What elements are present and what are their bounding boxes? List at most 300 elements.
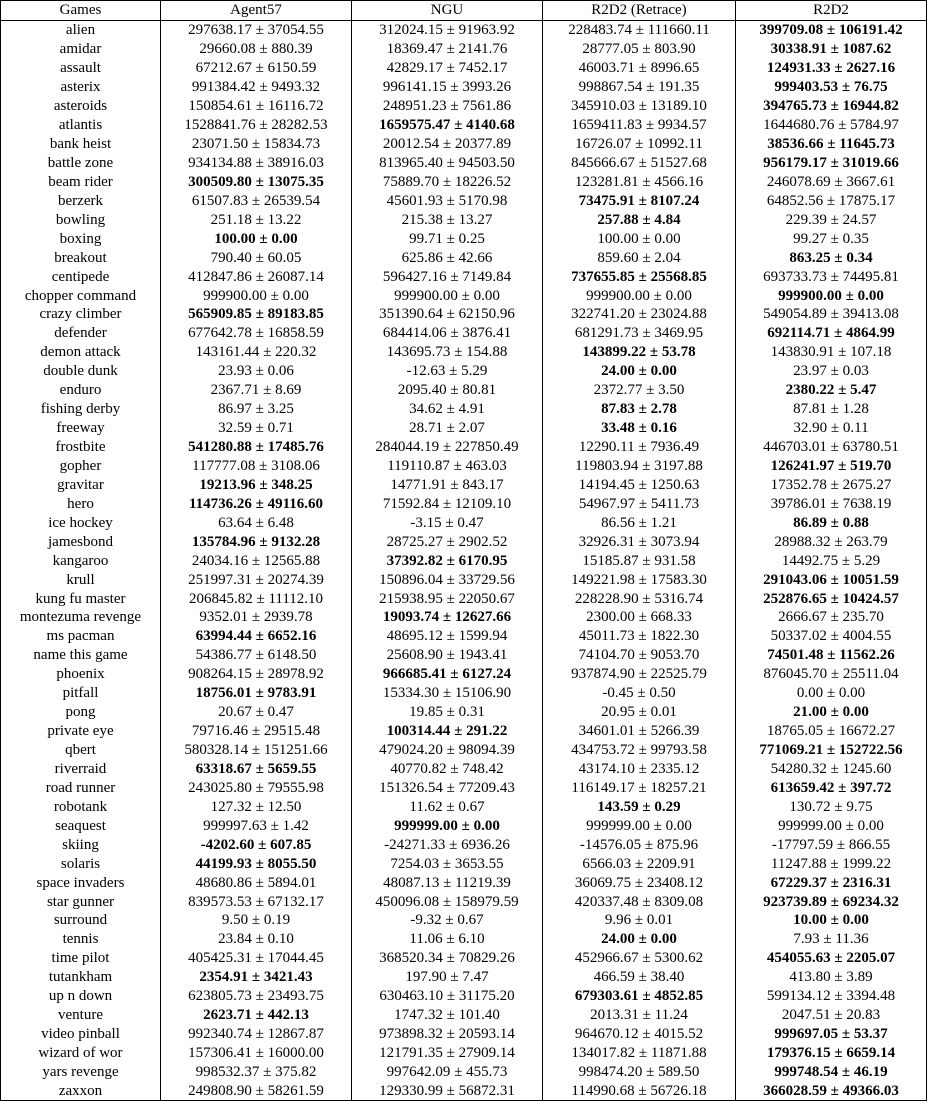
header-ngu: NGU [352,1,543,21]
score-cell-r2d2: 876045.70 ± 25511.04 [736,665,927,684]
score-cell-r2d2-retrace: 12290.11 ± 7936.49 [543,438,736,457]
score-cell-r2d2: 999999.00 ± 0.00 [736,816,927,835]
score-cell-r2d2: 2047.51 ± 20.83 [736,1006,927,1025]
score-cell-agent57: 677642.78 ± 16858.59 [161,324,352,343]
table-row [1,627,927,646]
score-cell-ngu: 119110.87 ± 463.03 [352,457,543,476]
table-row [1,570,927,589]
score-cell-agent57: 86.97 ± 3.25 [161,400,352,419]
score-cell-agent57: 114736.26 ± 49116.60 [161,494,352,513]
score-cell-r2d2-retrace: 32926.31 ± 3073.94 [543,532,736,551]
score-cell-r2d2-retrace: 2372.77 ± 3.50 [543,381,736,400]
score-cell-r2d2-retrace: 9.96 ± 0.01 [543,911,736,930]
table-row [1,475,927,494]
score-cell-agent57: 999900.00 ± 0.00 [161,286,352,305]
game-name-cell: double dunk [1,362,161,381]
score-cell-ngu: 999900.00 ± 0.00 [352,286,543,305]
score-cell-ngu: 143695.73 ± 154.88 [352,343,543,362]
score-cell-r2d2-retrace: 466.59 ± 38.40 [543,968,736,987]
table-row [1,286,927,305]
score-cell-agent57: 63318.67 ± 5659.55 [161,760,352,779]
score-cell-r2d2-retrace: 1659411.83 ± 9934.57 [543,116,736,135]
score-cell-r2d2: 229.39 ± 24.57 [736,210,927,229]
score-cell-ngu: 45601.93 ± 5170.98 [352,191,543,210]
score-cell-ngu: -24271.33 ± 6936.26 [352,835,543,854]
score-cell-ngu: 19093.74 ± 12627.66 [352,608,543,627]
score-cell-agent57: 61507.83 ± 26539.54 [161,191,352,210]
score-cell-ngu: 42829.17 ± 7452.17 [352,59,543,78]
table-row [1,665,927,684]
header-agent57: Agent57 [161,1,352,21]
game-name-cell: ice hockey [1,513,161,532]
table-row [1,987,927,1006]
score-cell-r2d2: 863.25 ± 0.34 [736,248,927,267]
game-name-cell: chopper command [1,286,161,305]
table-row [1,968,927,987]
score-cell-r2d2-retrace: 420337.48 ± 8309.08 [543,892,736,911]
score-cell-r2d2-retrace: 20.95 ± 0.01 [543,703,736,722]
table-row [1,778,927,797]
table-row [1,267,927,286]
score-cell-ngu: 15334.30 ± 15106.90 [352,684,543,703]
table-row [1,608,927,627]
score-cell-r2d2: 54280.32 ± 1245.60 [736,760,927,779]
score-cell-r2d2: 2380.22 ± 5.47 [736,381,927,400]
table-row [1,248,927,267]
score-cell-agent57: 127.32 ± 12.50 [161,797,352,816]
score-cell-r2d2-retrace: 14194.45 ± 1250.63 [543,475,736,494]
score-cell-agent57: 117777.08 ± 3108.06 [161,457,352,476]
score-cell-agent57: 908264.15 ± 28978.92 [161,665,352,684]
score-cell-r2d2-retrace: 24.00 ± 0.00 [543,930,736,949]
score-cell-agent57: 2623.71 ± 442.13 [161,1006,352,1025]
score-cell-r2d2-retrace: 15185.87 ± 931.58 [543,551,736,570]
score-cell-r2d2: 86.89 ± 0.88 [736,513,927,532]
score-cell-r2d2-retrace: 34601.01 ± 5266.39 [543,722,736,741]
score-cell-ngu: 596427.16 ± 7149.84 [352,267,543,286]
game-name-cell: zaxxon [1,1081,161,1100]
score-cell-ngu: 1747.32 ± 101.40 [352,1006,543,1025]
game-name-cell: video pinball [1,1025,161,1044]
score-cell-r2d2: 38536.66 ± 11645.73 [736,135,927,154]
score-cell-agent57: 251997.31 ± 20274.39 [161,570,352,589]
score-cell-ngu: 684414.06 ± 3876.41 [352,324,543,343]
score-cell-r2d2: 599134.12 ± 3394.48 [736,987,927,1006]
score-cell-ngu: 99.71 ± 0.25 [352,229,543,248]
score-cell-agent57: 839573.53 ± 67132.17 [161,892,352,911]
game-name-cell: berzerk [1,191,161,210]
table-row [1,892,927,911]
game-name-cell: asterix [1,78,161,97]
score-cell-r2d2: 10.00 ± 0.00 [736,911,927,930]
table-row [1,646,927,665]
score-cell-agent57: 297638.17 ± 37054.55 [161,20,352,39]
game-name-cell: demon attack [1,343,161,362]
table-row [1,835,927,854]
score-cell-ngu: 129330.99 ± 56872.31 [352,1081,543,1100]
score-cell-r2d2: 18765.05 ± 16672.27 [736,722,927,741]
score-cell-r2d2-retrace: 149221.98 ± 17583.30 [543,570,736,589]
game-name-cell: hero [1,494,161,513]
game-name-cell: freeway [1,419,161,438]
score-cell-ngu: 20012.54 ± 20377.89 [352,135,543,154]
score-cell-ngu: -12.63 ± 5.29 [352,362,543,381]
table-row [1,97,927,116]
score-cell-agent57: 100.00 ± 0.00 [161,229,352,248]
score-cell-r2d2-retrace: 998474.20 ± 589.50 [543,1063,736,1082]
score-cell-r2d2: 67229.37 ± 2316.31 [736,873,927,892]
score-cell-agent57: 18756.01 ± 9783.91 [161,684,352,703]
score-cell-r2d2: 126241.97 ± 519.70 [736,457,927,476]
game-name-cell: krull [1,570,161,589]
score-cell-ngu: 11.06 ± 6.10 [352,930,543,949]
score-cell-ngu: 151326.54 ± 77209.43 [352,778,543,797]
game-name-cell: gravitar [1,475,161,494]
table-body [1,20,927,1100]
game-name-cell: ms pacman [1,627,161,646]
score-cell-agent57: 9.50 ± 0.19 [161,911,352,930]
game-name-cell: bowling [1,210,161,229]
table-row [1,1081,927,1100]
score-cell-agent57: 1528841.76 ± 28282.53 [161,116,352,135]
score-cell-agent57: 412847.86 ± 26087.14 [161,267,352,286]
game-name-cell: kung fu master [1,589,161,608]
score-cell-r2d2-retrace: 143899.22 ± 53.78 [543,343,736,362]
score-cell-ngu: 625.86 ± 42.66 [352,248,543,267]
score-cell-agent57: 934134.88 ± 38916.03 [161,154,352,173]
game-name-cell: seaquest [1,816,161,835]
table-row [1,1006,927,1025]
score-cell-agent57: 580328.14 ± 151251.66 [161,741,352,760]
score-cell-ngu: 75889.70 ± 18226.52 [352,172,543,191]
table-row [1,816,927,835]
score-cell-r2d2: 11247.88 ± 1999.22 [736,854,927,873]
game-name-cell: enduro [1,381,161,400]
score-cell-r2d2: 693733.73 ± 74495.81 [736,267,927,286]
score-cell-agent57: 541280.88 ± 17485.76 [161,438,352,457]
score-cell-agent57: 20.67 ± 0.47 [161,703,352,722]
score-cell-r2d2: 999403.53 ± 76.75 [736,78,927,97]
score-cell-agent57: 790.40 ± 60.05 [161,248,352,267]
score-cell-agent57: 63994.44 ± 6652.16 [161,627,352,646]
score-cell-ngu: 351390.64 ± 62150.96 [352,305,543,324]
game-name-cell: tennis [1,930,161,949]
score-cell-r2d2-retrace: 87.83 ± 2.78 [543,400,736,419]
score-cell-r2d2-retrace: 16726.07 ± 10992.11 [543,135,736,154]
game-name-cell: jamesbond [1,532,161,551]
score-cell-ngu: 215938.95 ± 22050.67 [352,589,543,608]
game-name-cell: montezuma revenge [1,608,161,627]
score-cell-ngu: 999999.00 ± 0.00 [352,816,543,835]
score-cell-ngu: 973898.32 ± 20593.14 [352,1025,543,1044]
game-name-cell: skiing [1,835,161,854]
score-cell-agent57: 991384.42 ± 9493.32 [161,78,352,97]
table-row [1,494,927,513]
score-cell-r2d2: 14492.75 ± 5.29 [736,551,927,570]
game-name-cell: fishing derby [1,400,161,419]
score-cell-ngu: 2095.40 ± 80.81 [352,381,543,400]
score-cell-agent57: 992340.74 ± 12867.87 [161,1025,352,1044]
score-cell-agent57: 44199.93 ± 8055.50 [161,854,352,873]
score-cell-agent57: 206845.82 ± 11112.10 [161,589,352,608]
game-name-cell: wizard of wor [1,1044,161,1063]
score-cell-r2d2-retrace: 681291.73 ± 3469.95 [543,324,736,343]
score-cell-ngu: 19.85 ± 0.31 [352,703,543,722]
score-cell-r2d2-retrace: 998867.54 ± 191.35 [543,78,736,97]
score-cell-r2d2-retrace: 452966.67 ± 5300.62 [543,949,736,968]
score-cell-ngu: 996141.15 ± 3993.26 [352,78,543,97]
game-name-cell: battle zone [1,154,161,173]
table-row [1,381,927,400]
table-row [1,589,927,608]
table-row [1,154,927,173]
score-cell-agent57: 150854.61 ± 16116.72 [161,97,352,116]
score-cell-ngu: 966685.41 ± 6127.24 [352,665,543,684]
score-cell-agent57: 67212.67 ± 6150.59 [161,59,352,78]
score-cell-r2d2: 366028.59 ± 49366.03 [736,1081,927,1100]
score-cell-agent57: 48680.86 ± 5894.01 [161,873,352,892]
score-cell-agent57: 999997.63 ± 1.42 [161,816,352,835]
score-cell-r2d2: 446703.01 ± 63780.51 [736,438,927,457]
table-row [1,1063,927,1082]
score-cell-r2d2-retrace: 2013.31 ± 11.24 [543,1006,736,1025]
game-name-cell: boxing [1,229,161,248]
score-cell-agent57: 23.84 ± 0.10 [161,930,352,949]
header-r2d2: R2D2 [736,1,927,21]
score-cell-ngu: 37392.82 ± 6170.95 [352,551,543,570]
score-cell-ngu: 18369.47 ± 2141.76 [352,40,543,59]
table-row [1,362,927,381]
game-name-cell: qbert [1,741,161,760]
score-cell-ngu: 11.62 ± 0.67 [352,797,543,816]
header-games: Games [1,1,161,21]
score-cell-agent57: 2354.91 ± 3421.43 [161,968,352,987]
table-row [1,873,927,892]
table-row [1,438,927,457]
score-cell-r2d2: 179376.15 ± 6659.14 [736,1044,927,1063]
header-r2d2-retrace: R2D2 (Retrace) [543,1,736,21]
score-cell-r2d2-retrace: 228483.74 ± 111660.11 [543,20,736,39]
table-row [1,78,927,97]
score-cell-r2d2-retrace: 36069.75 ± 23408.12 [543,873,736,892]
score-cell-r2d2-retrace: 119803.94 ± 3197.88 [543,457,736,476]
score-cell-r2d2-retrace: 2300.00 ± 668.33 [543,608,736,627]
score-cell-r2d2-retrace: 74104.70 ± 9053.70 [543,646,736,665]
game-name-cell: up n down [1,987,161,1006]
score-cell-agent57: -4202.60 ± 607.85 [161,835,352,854]
game-name-cell: amidar [1,40,161,59]
score-cell-r2d2: 99.27 ± 0.35 [736,229,927,248]
score-cell-r2d2-retrace: 43174.10 ± 2335.12 [543,760,736,779]
score-cell-r2d2: 74501.48 ± 11562.26 [736,646,927,665]
game-name-cell: defender [1,324,161,343]
table-row [1,191,927,210]
game-name-cell: kangaroo [1,551,161,570]
score-cell-r2d2-retrace: 143.59 ± 0.29 [543,797,736,816]
score-cell-r2d2-retrace: 28777.05 ± 803.90 [543,40,736,59]
table-row [1,703,927,722]
score-cell-agent57: 32.59 ± 0.71 [161,419,352,438]
table-row [1,419,927,438]
score-cell-r2d2-retrace: 434753.72 ± 99793.58 [543,741,736,760]
game-name-cell: space invaders [1,873,161,892]
table-row [1,343,927,362]
score-cell-agent57: 998532.37 ± 375.82 [161,1063,352,1082]
score-cell-r2d2: 1644680.76 ± 5784.97 [736,116,927,135]
table-row [1,1044,927,1063]
game-name-cell: riverraid [1,760,161,779]
score-cell-r2d2-retrace: 46003.71 ± 8996.65 [543,59,736,78]
score-cell-ngu: 28725.27 ± 2902.52 [352,532,543,551]
table-row [1,911,927,930]
table-row [1,797,927,816]
table-row [1,551,927,570]
score-cell-r2d2: 0.00 ± 0.00 [736,684,927,703]
score-cell-r2d2: 999697.05 ± 53.37 [736,1025,927,1044]
table-row [1,116,927,135]
score-cell-ngu: 215.38 ± 13.27 [352,210,543,229]
score-cell-agent57: 135784.96 ± 9132.28 [161,532,352,551]
score-cell-r2d2: 454055.63 ± 2205.07 [736,949,927,968]
score-cell-r2d2: 771069.21 ± 152722.56 [736,741,927,760]
score-cell-r2d2-retrace: 45011.73 ± 1822.30 [543,627,736,646]
score-cell-r2d2-retrace: -14576.05 ± 875.96 [543,835,736,854]
table-row [1,305,927,324]
score-cell-r2d2-retrace: 134017.82 ± 11871.88 [543,1044,736,1063]
table-row [1,40,927,59]
score-cell-r2d2: 2666.67 ± 235.70 [736,608,927,627]
score-cell-r2d2: 399709.08 ± 106191.42 [736,20,927,39]
score-cell-r2d2-retrace: 937874.90 ± 22525.79 [543,665,736,684]
score-cell-agent57: 249808.90 ± 58261.59 [161,1081,352,1100]
score-cell-ngu: 1659575.47 ± 4140.68 [352,116,543,135]
table-row [1,854,927,873]
score-cell-agent57: 243025.80 ± 79555.98 [161,778,352,797]
score-cell-ngu: 997642.09 ± 455.73 [352,1063,543,1082]
score-cell-ngu: 630463.10 ± 31175.20 [352,987,543,1006]
table-row [1,135,927,154]
score-cell-agent57: 54386.77 ± 6148.50 [161,646,352,665]
game-name-cell: pong [1,703,161,722]
table-row [1,59,927,78]
score-cell-r2d2-retrace: 322741.20 ± 23024.88 [543,305,736,324]
score-cell-ngu: 368520.34 ± 70829.26 [352,949,543,968]
game-name-cell: name this game [1,646,161,665]
game-name-cell: venture [1,1006,161,1025]
table-row [1,741,927,760]
score-cell-r2d2-retrace: 73475.91 ± 8107.24 [543,191,736,210]
score-cell-ngu: 25608.90 ± 1943.41 [352,646,543,665]
game-name-cell: robotank [1,797,161,816]
score-cell-r2d2: 130.72 ± 9.75 [736,797,927,816]
game-name-cell: bank heist [1,135,161,154]
score-cell-agent57: 23.93 ± 0.06 [161,362,352,381]
score-cell-ngu: -9.32 ± 0.67 [352,911,543,930]
score-cell-r2d2-retrace: 679303.61 ± 4852.85 [543,987,736,1006]
score-cell-ngu: 14771.91 ± 843.17 [352,475,543,494]
score-cell-r2d2-retrace: 6566.03 ± 2209.91 [543,854,736,873]
score-cell-r2d2-retrace: 116149.17 ± 18257.21 [543,778,736,797]
score-cell-r2d2-retrace: 964670.12 ± 4015.52 [543,1025,736,1044]
header-row [1,1,927,21]
score-cell-r2d2-retrace: -0.45 ± 0.50 [543,684,736,703]
table-row [1,513,927,532]
table-header [1,1,927,21]
score-cell-r2d2: 291043.06 ± 10051.59 [736,570,927,589]
score-cell-r2d2: 613659.42 ± 397.72 [736,778,927,797]
score-cell-r2d2: 252876.65 ± 10424.57 [736,589,927,608]
game-name-cell: crazy climber [1,305,161,324]
table-row [1,457,927,476]
score-cell-r2d2: 143830.91 ± 107.18 [736,343,927,362]
game-name-cell: pitfall [1,684,161,703]
score-cell-r2d2: 28988.32 ± 263.79 [736,532,927,551]
game-name-cell: atlantis [1,116,161,135]
score-cell-ngu: 813965.40 ± 94503.50 [352,154,543,173]
score-cell-r2d2-retrace: 257.88 ± 4.84 [543,210,736,229]
score-cell-r2d2: 87.81 ± 1.28 [736,400,927,419]
table-row [1,930,927,949]
score-cell-agent57: 405425.31 ± 17044.45 [161,949,352,968]
score-cell-r2d2-retrace: 114990.68 ± 56726.18 [543,1081,736,1100]
score-cell-ngu: 71592.84 ± 12109.10 [352,494,543,513]
score-cell-ngu: 150896.04 ± 33729.56 [352,570,543,589]
score-cell-ngu: 100314.44 ± 291.22 [352,722,543,741]
table-row [1,532,927,551]
game-name-cell: time pilot [1,949,161,968]
game-name-cell: tutankham [1,968,161,987]
game-name-cell: beam rider [1,172,161,191]
score-cell-r2d2: 124931.33 ± 2627.16 [736,59,927,78]
score-cell-agent57: 63.64 ± 6.48 [161,513,352,532]
score-cell-r2d2-retrace: 123281.81 ± 4566.16 [543,172,736,191]
table-row [1,20,927,39]
score-cell-agent57: 23071.50 ± 15834.73 [161,135,352,154]
score-cell-r2d2-retrace: 24.00 ± 0.00 [543,362,736,381]
score-cell-r2d2: 246078.69 ± 3667.61 [736,172,927,191]
score-cell-r2d2-retrace: 999900.00 ± 0.00 [543,286,736,305]
game-name-cell: road runner [1,778,161,797]
score-cell-r2d2: 956179.17 ± 31019.66 [736,154,927,173]
game-name-cell: breakout [1,248,161,267]
score-cell-ngu: 34.62 ± 4.91 [352,400,543,419]
score-cell-agent57: 623805.73 ± 23493.75 [161,987,352,1006]
score-cell-agent57: 251.18 ± 13.22 [161,210,352,229]
score-cell-agent57: 565909.85 ± 89183.85 [161,305,352,324]
score-cell-agent57: 157306.41 ± 16000.00 [161,1044,352,1063]
score-cell-r2d2: 23.97 ± 0.03 [736,362,927,381]
score-cell-r2d2-retrace: 86.56 ± 1.21 [543,513,736,532]
table-row [1,324,927,343]
score-cell-r2d2-retrace: 54967.97 ± 5411.73 [543,494,736,513]
score-cell-r2d2: 64852.56 ± 17875.17 [736,191,927,210]
game-name-cell: private eye [1,722,161,741]
table-row [1,1025,927,1044]
score-cell-r2d2: 923739.89 ± 69234.32 [736,892,927,911]
score-cell-ngu: 248951.23 ± 7561.86 [352,97,543,116]
game-name-cell: asteroids [1,97,161,116]
score-cell-r2d2: 549054.89 ± 39413.08 [736,305,927,324]
game-name-cell: assault [1,59,161,78]
score-cell-r2d2: 394765.73 ± 16944.82 [736,97,927,116]
game-name-cell: star gunner [1,892,161,911]
score-cell-r2d2-retrace: 228228.90 ± 5316.74 [543,589,736,608]
score-cell-agent57: 300509.80 ± 13075.35 [161,172,352,191]
table-row [1,400,927,419]
score-cell-r2d2: 32.90 ± 0.11 [736,419,927,438]
score-cell-ngu: 479024.20 ± 98094.39 [352,741,543,760]
score-cell-r2d2: 692114.71 ± 4864.99 [736,324,927,343]
